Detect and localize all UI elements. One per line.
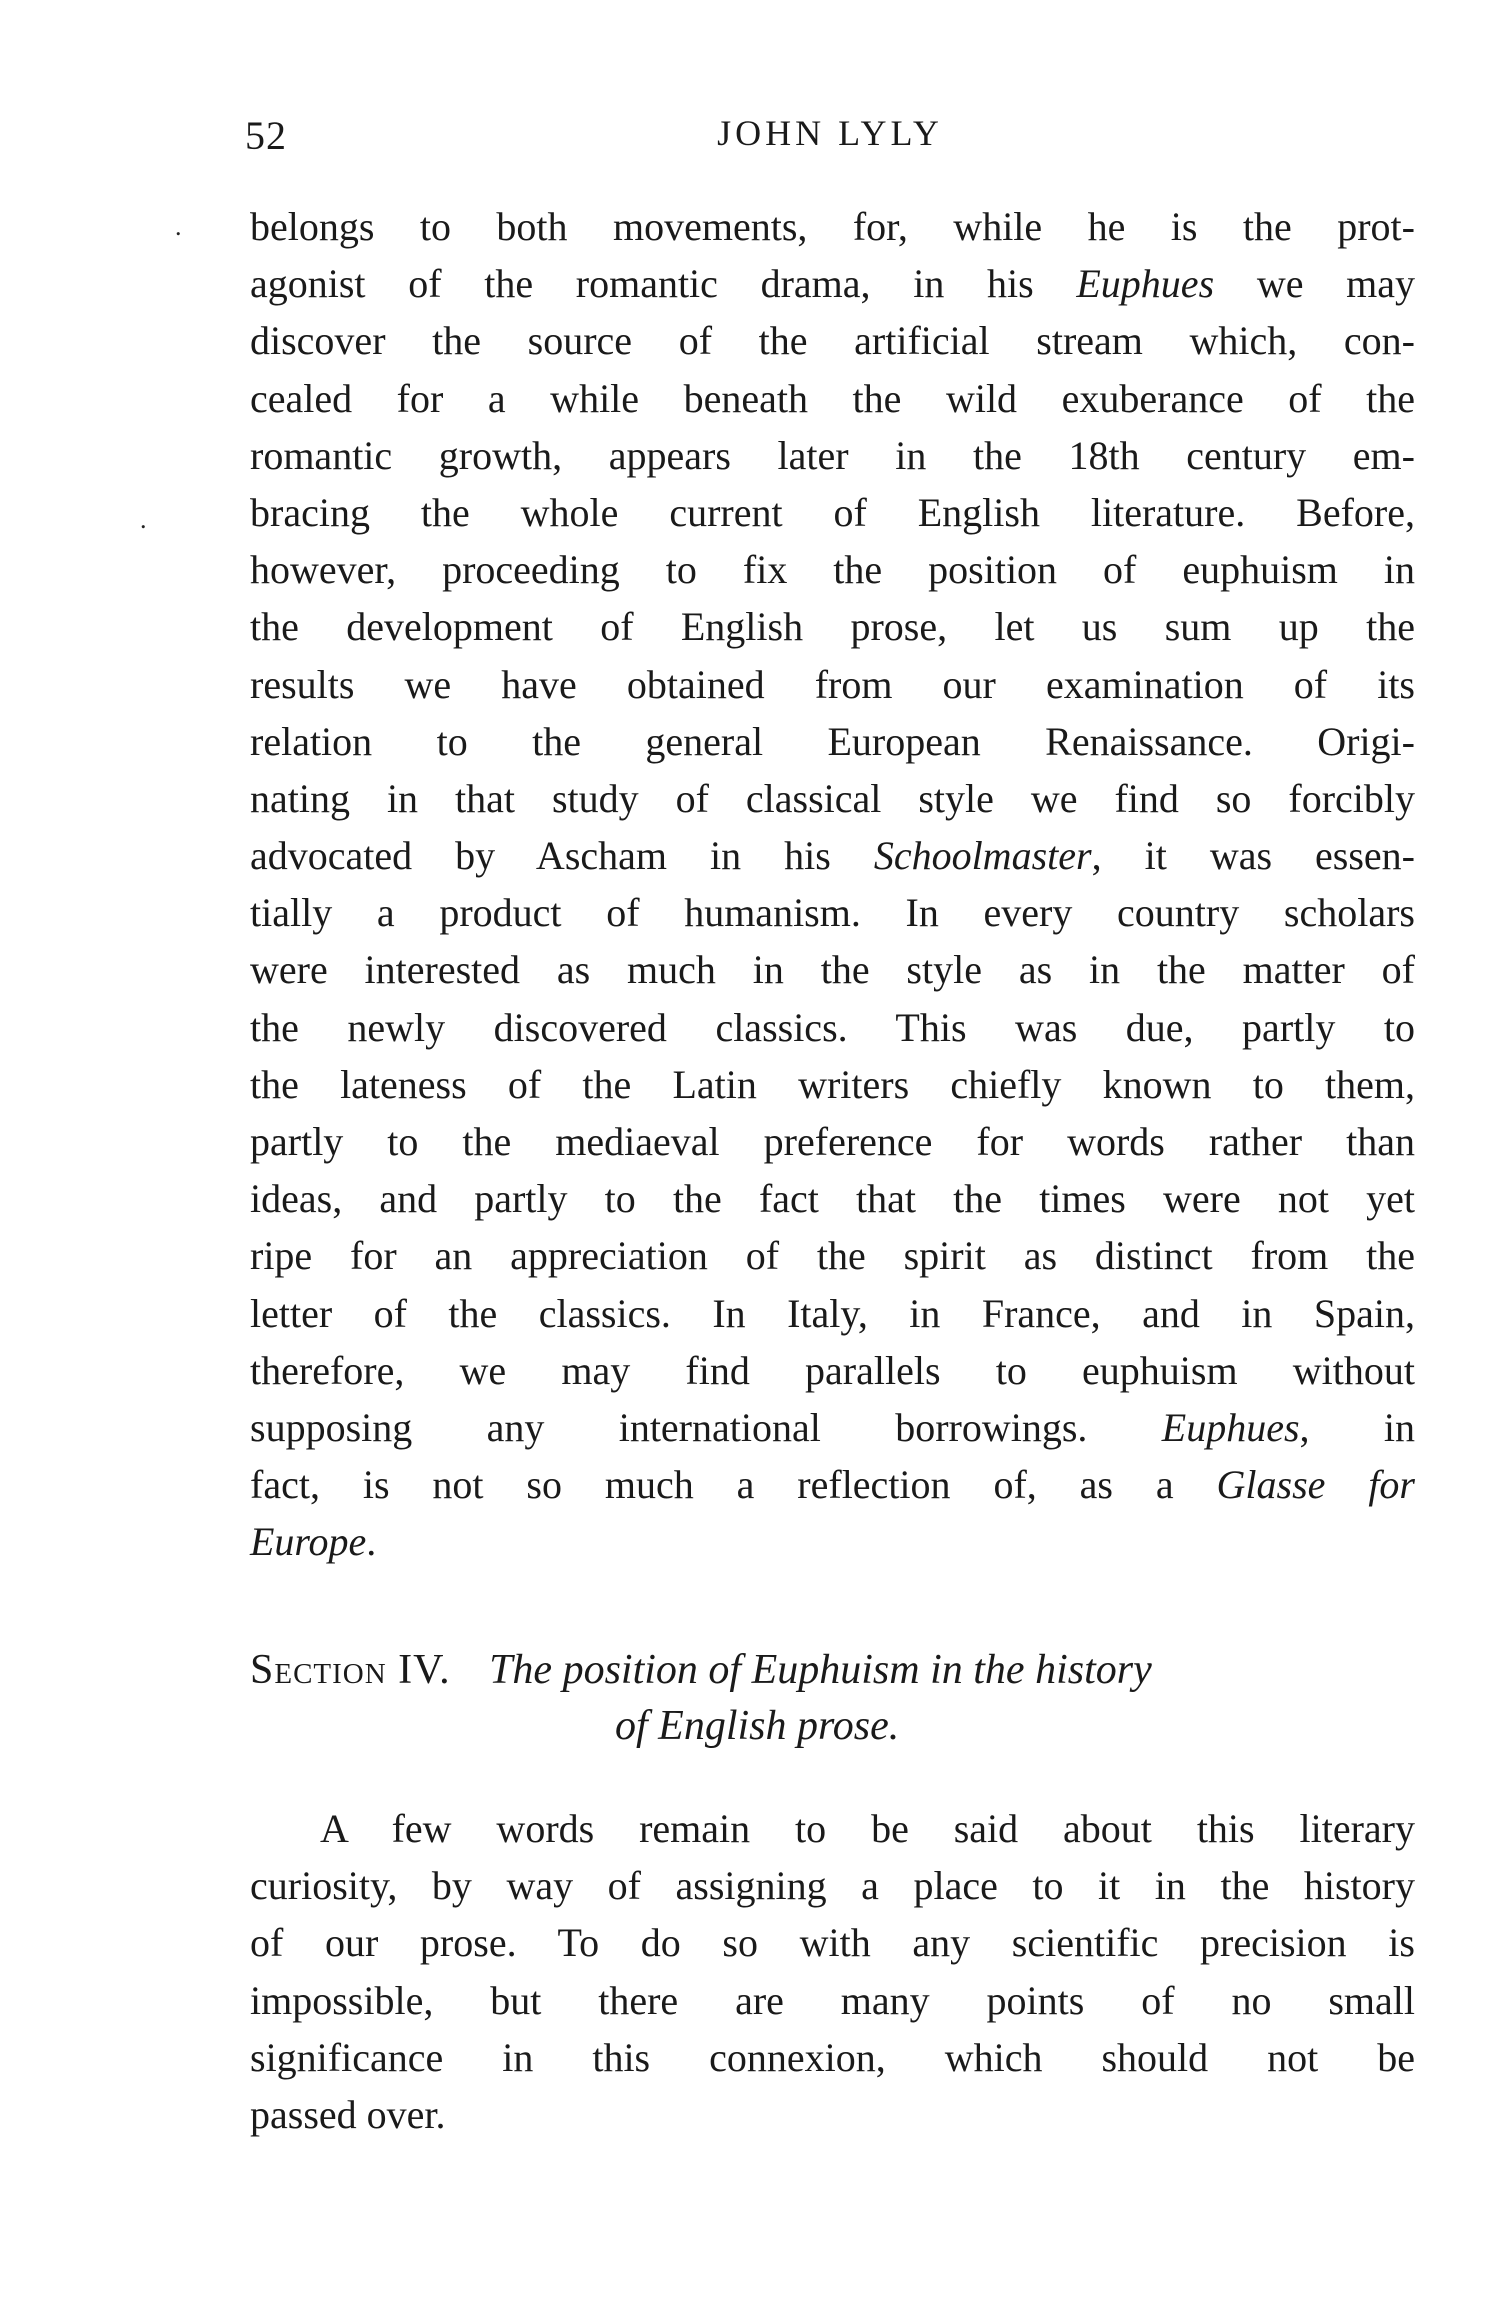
paragraph-2 (250, 1800, 1415, 2143)
line-text: letter of the classics. In Italy, in France, and in Spain, (250, 1290, 1415, 1336)
text-line (250, 656, 1415, 713)
italic-title: Euphues (1076, 261, 1215, 307)
line-text: the development of English prose, let us sum up the (250, 604, 1415, 650)
text-line (250, 1227, 1415, 1284)
text-line (250, 541, 1415, 598)
text-line (250, 484, 1415, 541)
section-heading (250, 1642, 1415, 1754)
page-number: 52 (245, 113, 287, 158)
line-text: partly to the mediaeval preference for words rather than (250, 1119, 1415, 1164)
paragraph-1 (250, 198, 1415, 1571)
text-line (250, 312, 1415, 369)
line-text: nating in that study of classical style we find so forcibly (250, 775, 1415, 821)
line-text: . (366, 1519, 377, 1565)
line-text: therefore, we may find parallels to euphuism without (250, 1347, 1415, 1393)
line-text: the newly discovered classics. This was due, partly to (250, 1004, 1415, 1050)
line-text: of our prose. To do so with any scientific precision is (250, 1920, 1415, 1966)
text-line (250, 1972, 1415, 2029)
text-line (250, 598, 1415, 655)
line-text: bracing the whole current of English literature. Before, (250, 489, 1415, 535)
line-text: we may (1214, 261, 1415, 307)
text-line (250, 427, 1415, 484)
text-line (250, 1285, 1415, 1342)
text-line (250, 370, 1415, 427)
section-label: Section IV. (250, 1647, 451, 1693)
line-text: , it was essen- (1091, 833, 1415, 879)
line-text: discover the source of the artificial stream which, con- (250, 318, 1415, 364)
line-text: A few words remain to be said about this literary (320, 1806, 1415, 1851)
text-line (250, 1113, 1415, 1170)
text-line (250, 713, 1415, 770)
running-title: JOHN LYLY (717, 113, 943, 153)
text-line (250, 2029, 1415, 2086)
line-text: belongs to both movements, for, while he is the prot- (250, 204, 1415, 249)
line-text: ripe for an appreciation of the spirit as distinct from the (250, 1233, 1415, 1279)
line-text: tially a product of humanism. In every country scholars (250, 890, 1415, 936)
line-text: ideas, and partly to the fact that the times were not yet (250, 1176, 1415, 1222)
text-line (250, 941, 1415, 998)
text-line (250, 1456, 1415, 1513)
line-text: agonist of the romantic drama, in his (250, 261, 1077, 307)
italic-title: Europe (250, 1519, 367, 1565)
section-title-line-1: The position of Euphuism in the history (489, 1647, 1152, 1693)
text-line (250, 827, 1415, 884)
line-text: were interested as much in the style as in the matter of (250, 947, 1415, 993)
line-text: romantic growth, appears later in the 18th century em- (250, 432, 1415, 478)
line-text: passed over. (250, 2091, 446, 2137)
text-line (250, 999, 1415, 1056)
line-text: cealed for a while beneath the wild exuberance of the (250, 375, 1415, 421)
section-title-line-2: of English prose. (615, 1703, 900, 1749)
text-line (250, 1914, 1415, 1971)
text-line (250, 2086, 1415, 2143)
text-line (250, 770, 1415, 827)
text-line (250, 1857, 1415, 1914)
italic-title: Euphues (1161, 1404, 1300, 1450)
line-text: supposing any international borrowings. (250, 1404, 1162, 1450)
text-line (250, 1513, 1415, 1570)
text-line (250, 884, 1415, 941)
line-text: however, proceeding to fix the position of euphuism in (250, 547, 1415, 593)
line-text: , in (1299, 1404, 1415, 1450)
line-text: relation to the general European Renaissance. Origi- (250, 718, 1415, 764)
margin-dot: . (175, 212, 182, 241)
line-text: advocated by Ascham in his (250, 833, 874, 879)
line-text: significance in this connexion, which should not be (250, 2034, 1415, 2080)
text-line (250, 1399, 1415, 1456)
margin-dot: . (140, 505, 147, 534)
page-header (245, 112, 1415, 162)
italic-title: Schoolmaster (873, 833, 1092, 879)
line-text: fact, is not so much a reflection of, as a (250, 1462, 1217, 1508)
line-text: results we have obtained from our examination of its (250, 661, 1415, 707)
text-line (250, 255, 1415, 312)
line-text: curiosity, by way of assigning a place to it in the history (250, 1863, 1415, 1909)
line-text: the lateness of the Latin writers chiefly known to them, (250, 1061, 1415, 1107)
text-line (250, 1342, 1415, 1399)
text-line (250, 1800, 1415, 1857)
text-line (250, 198, 1415, 255)
italic-title: Glasse for (1216, 1462, 1415, 1508)
line-text: impossible, but there are many points of no small (250, 1977, 1415, 2023)
text-line (250, 1056, 1415, 1113)
text-line (250, 1170, 1415, 1227)
